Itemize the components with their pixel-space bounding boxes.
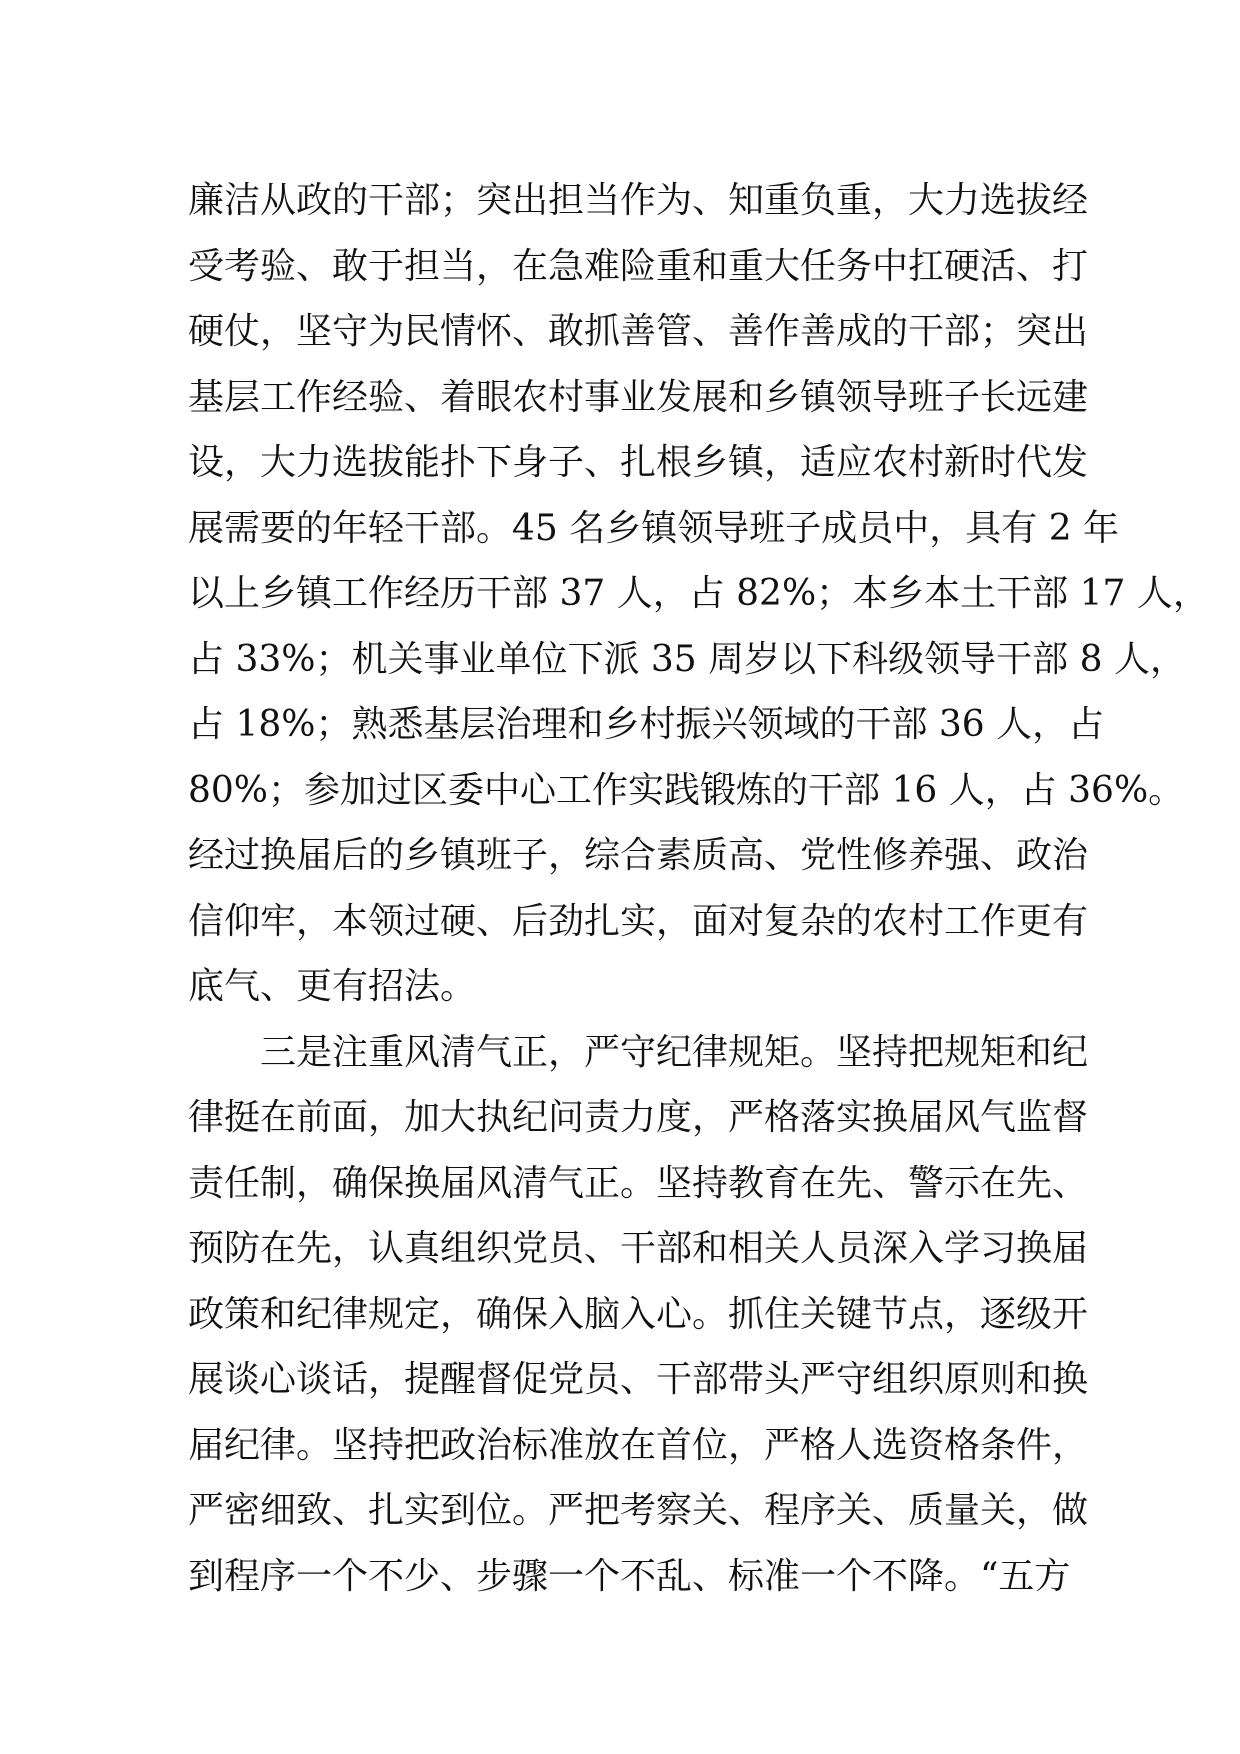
text-line: 硬仗，坚守为民情怀、敢抓善管、善作善成的干部；突出 (188, 311, 1089, 352)
text-line: 基层工作经验、着眼农村事业发展和乡镇领导班子长远建 (188, 376, 1089, 418)
body-text (188, 168, 1209, 1609)
text-line: 信仰牢，本领过硬、后劲扎实，面对复杂的农村工作更有 (188, 900, 1089, 942)
text-line: 预防在先，认真组织党员、干部和相关人员深入学习换届 (188, 1228, 1089, 1269)
text-line: 占 18%；熟悉基层治理和乡村振兴领域的干部 36 人，占 (188, 704, 1105, 745)
text-line: 展谈心谈话，提醒督促党员、干部带头严守组织原则和换 (188, 1359, 1089, 1400)
text-line: 律挺在前面，加大执纪问责力度，严格落实换届风气监督 (188, 1097, 1089, 1138)
text-line: 到程序一个不少、步骤一个不乱、标准一个不降。“五方 (188, 1555, 1071, 1597)
text-line: 政策和纪律规定，确保入脑入心。抓住关键节点，逐级开 (188, 1293, 1089, 1335)
text-line: 展需要的年轻干部。45 名乡镇领导班子成员中，具有 2 年 (188, 507, 1120, 549)
text-line: 受考验、敢于担当，在急难险重和重大任务中扛硬活、打 (188, 245, 1089, 287)
text-line: 以上乡镇工作经历干部 37 人，占 82%；本乡本土干部 17 人， (188, 573, 1209, 614)
text-line: 占 33%；机关事业单位下派 35 周岁以下科级领导干部 8 人， (188, 638, 1186, 680)
text-line: 设，大力选拔能扑下身子、扎根乡镇，适应农村新时代发 (188, 442, 1089, 483)
text-line: 经过换届后的乡镇班子，综合素质高、党性修养强、政治 (188, 835, 1089, 876)
text-line: 严密细致、扎实到位。严把考察关、程序关、质量关，做 (188, 1490, 1089, 1531)
paragraph-first-line: 三是注重风清气正，严守纪律规矩。坚持把规矩和纪 (260, 1031, 1089, 1073)
text-line: 届纪律。坚持把政治标准放在首位，严格人选资格条件， (188, 1424, 1089, 1466)
text-line: 80%；参加过区委中心工作实践锻炼的干部 16 人，占 36%。 (188, 769, 1185, 811)
text-line: 廉洁从政的干部；突出担当作为、知重负重，大力选拔经 (188, 180, 1089, 221)
text-line: 底气、更有招法。 (188, 966, 477, 1007)
text-line: 责任制，确保换届风清气正。坚持教育在先、警示在先、 (188, 1162, 1089, 1204)
